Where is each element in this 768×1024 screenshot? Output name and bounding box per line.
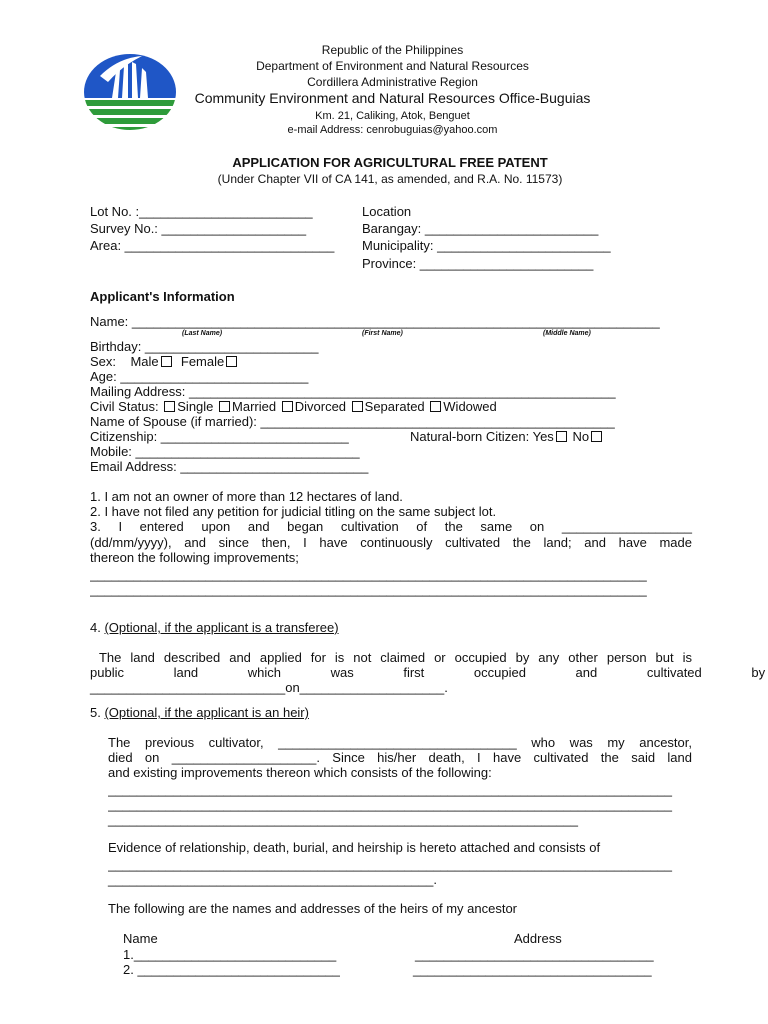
improvements-line-2[interactable]: _____________________________________________________________________________ — [90, 582, 647, 597]
divorced-checkbox[interactable] — [282, 401, 293, 412]
lot-no-field[interactable]: Lot No. :________________________ — [90, 204, 313, 219]
header-department: Department of Environment and Natural Resources — [256, 59, 529, 73]
section-5-title: (Optional, if the applicant is an heir) — [104, 705, 309, 720]
natural-born-row — [410, 429, 604, 444]
natural-born-label: Natural-born Citizen: Yes — [410, 429, 554, 444]
male-label: Male — [130, 354, 159, 369]
civil-status-row — [90, 399, 497, 414]
header-republic: Republic of the Philippines — [321, 43, 464, 57]
heirs-name-header: Name — [123, 931, 158, 946]
area-field[interactable]: Area: _____________________________ — [90, 238, 335, 253]
birthday-field[interactable]: Birthday: ________________________ — [90, 339, 319, 354]
statement-2: 2. I have not filed any petition for judicial titling on the same subject lot. — [90, 504, 497, 519]
heir-improvements-line-1[interactable]: ______________________________________________________________________________ — [108, 782, 672, 797]
denr-logo — [82, 52, 178, 132]
widowed-checkbox[interactable] — [430, 401, 441, 412]
evidence-line-1[interactable]: ______________________________________________________________________________ — [108, 857, 672, 872]
province-field[interactable]: Province: ________________________ — [362, 256, 594, 271]
middle-name-label: (Middle Name) — [543, 330, 591, 337]
heir-name-2[interactable]: 2. ____________________________ — [123, 962, 340, 977]
evidence-text: Evidence of relationship, death, burial, and heirship is hereto attached and consists of — [108, 840, 601, 855]
statement-3-line2: (dd/mm/yyyy), and since then, I have continuously cultivated the land; and have made — [90, 535, 692, 550]
statement-3-line1: 3. I entered upon and began cultivation of the same on __________________ — [90, 519, 692, 534]
email-field[interactable]: Email Address: __________________________ — [90, 459, 369, 474]
married-checkbox[interactable] — [219, 401, 230, 412]
section-4-title: (Optional, if the applicant is a transferee) — [104, 620, 339, 635]
separated-checkbox[interactable] — [352, 401, 363, 412]
no-checkbox[interactable] — [591, 431, 602, 442]
header-address: Km. 21, Caliking, Atok, Benguet — [315, 110, 470, 122]
form-title: APPLICATION FOR AGRICULTURAL FREE PATENT — [232, 155, 548, 170]
section-5-p1: The previous cultivator, _________________________________ who was my ancestor, — [108, 735, 692, 750]
section-5-p2: died on ____________________. Since his/her death, I have cultivated the said land — [108, 750, 692, 765]
heir-name-1[interactable]: 1.____________________________ — [123, 947, 337, 962]
section-5-heading — [90, 705, 309, 720]
statement-3-line3: thereon the following improvements; — [90, 550, 299, 565]
single-label: Single — [177, 399, 214, 414]
statement-1: 1. I am not an owner of more than 12 hectares of land. — [90, 489, 403, 504]
applicant-heading: Applicant's Information — [90, 289, 235, 304]
last-name-label: (Last Name) — [182, 330, 223, 337]
single-checkbox[interactable] — [164, 401, 175, 412]
sex-row — [90, 354, 239, 369]
form-subtitle: (Under Chapter VII of CA 141, as amended, and R.A. No. 11573) — [217, 172, 563, 186]
widowed-label: Widowed — [443, 399, 497, 414]
section-4-number: 4. — [90, 620, 101, 635]
sex-label: Sex: — [90, 354, 117, 369]
spouse-field[interactable]: Name of Spouse (if married): _________________________________________________ — [90, 414, 615, 429]
age-field[interactable]: Age: __________________________ — [90, 369, 309, 384]
header-email: e-mail Address: cenrobuguias@yahoo.com — [287, 124, 498, 136]
divorced-label: Divorced — [294, 399, 347, 414]
heir-improvements-line-2[interactable]: ______________________________________________________________________________ — [108, 797, 672, 812]
married-label: Married — [232, 399, 277, 414]
section-4-heading — [90, 620, 339, 635]
male-checkbox[interactable] — [161, 356, 172, 367]
section-4-p3[interactable]: ___________________________on____________________. — [90, 680, 448, 695]
header-region: Cordillera Administrative Region — [307, 75, 478, 89]
heir-address-1[interactable]: _________________________________ — [415, 947, 654, 962]
female-label: Female — [180, 354, 225, 369]
heirs-intro: The following are the names and addresses of the heirs of my ancestor — [108, 901, 517, 916]
section-5-number: 5. — [90, 705, 101, 720]
section-5-p3: and existing improvements thereon which consists of the following: — [108, 765, 492, 780]
section-4-p2: public land which was first occupied and cultivated by — [90, 665, 766, 680]
mobile-field[interactable]: Mobile: _______________________________ — [90, 444, 360, 459]
improvements-line-1[interactable]: _____________________________________________________________________________ — [90, 567, 647, 582]
name-field[interactable]: Name: _________________________________________________________________________ — [90, 314, 660, 329]
location-label: Location — [362, 204, 412, 219]
municipality-field[interactable]: Municipality: ________________________ — [362, 238, 611, 253]
first-name-label: (First Name) — [362, 330, 403, 337]
citizenship-field[interactable]: Citizenship: __________________________ — [90, 429, 349, 444]
mailing-address-field[interactable]: Mailing Address: ___________________________________________________________ — [90, 384, 616, 399]
barangay-field[interactable]: Barangay: ________________________ — [362, 221, 599, 236]
civil-status-label: Civil Status: — [90, 399, 159, 414]
survey-no-field[interactable]: Survey No.: ____________________ — [90, 221, 307, 236]
evidence-line-2[interactable]: _____________________________________________. — [108, 872, 437, 887]
female-checkbox[interactable] — [226, 356, 237, 367]
heir-improvements-line-3[interactable]: _________________________________________________________________ — [108, 812, 578, 827]
no-label: No — [572, 429, 590, 444]
heir-address-2[interactable]: _________________________________ — [413, 962, 652, 977]
separated-label: Separated — [364, 399, 425, 414]
section-4-p1: The land described and applied for is not claimed or occupied by any other person but is — [98, 650, 692, 665]
yes-checkbox[interactable] — [556, 431, 567, 442]
heirs-address-header: Address — [514, 931, 562, 946]
header-office: Community Environment and Natural Resources Office-Buguias — [194, 90, 591, 106]
